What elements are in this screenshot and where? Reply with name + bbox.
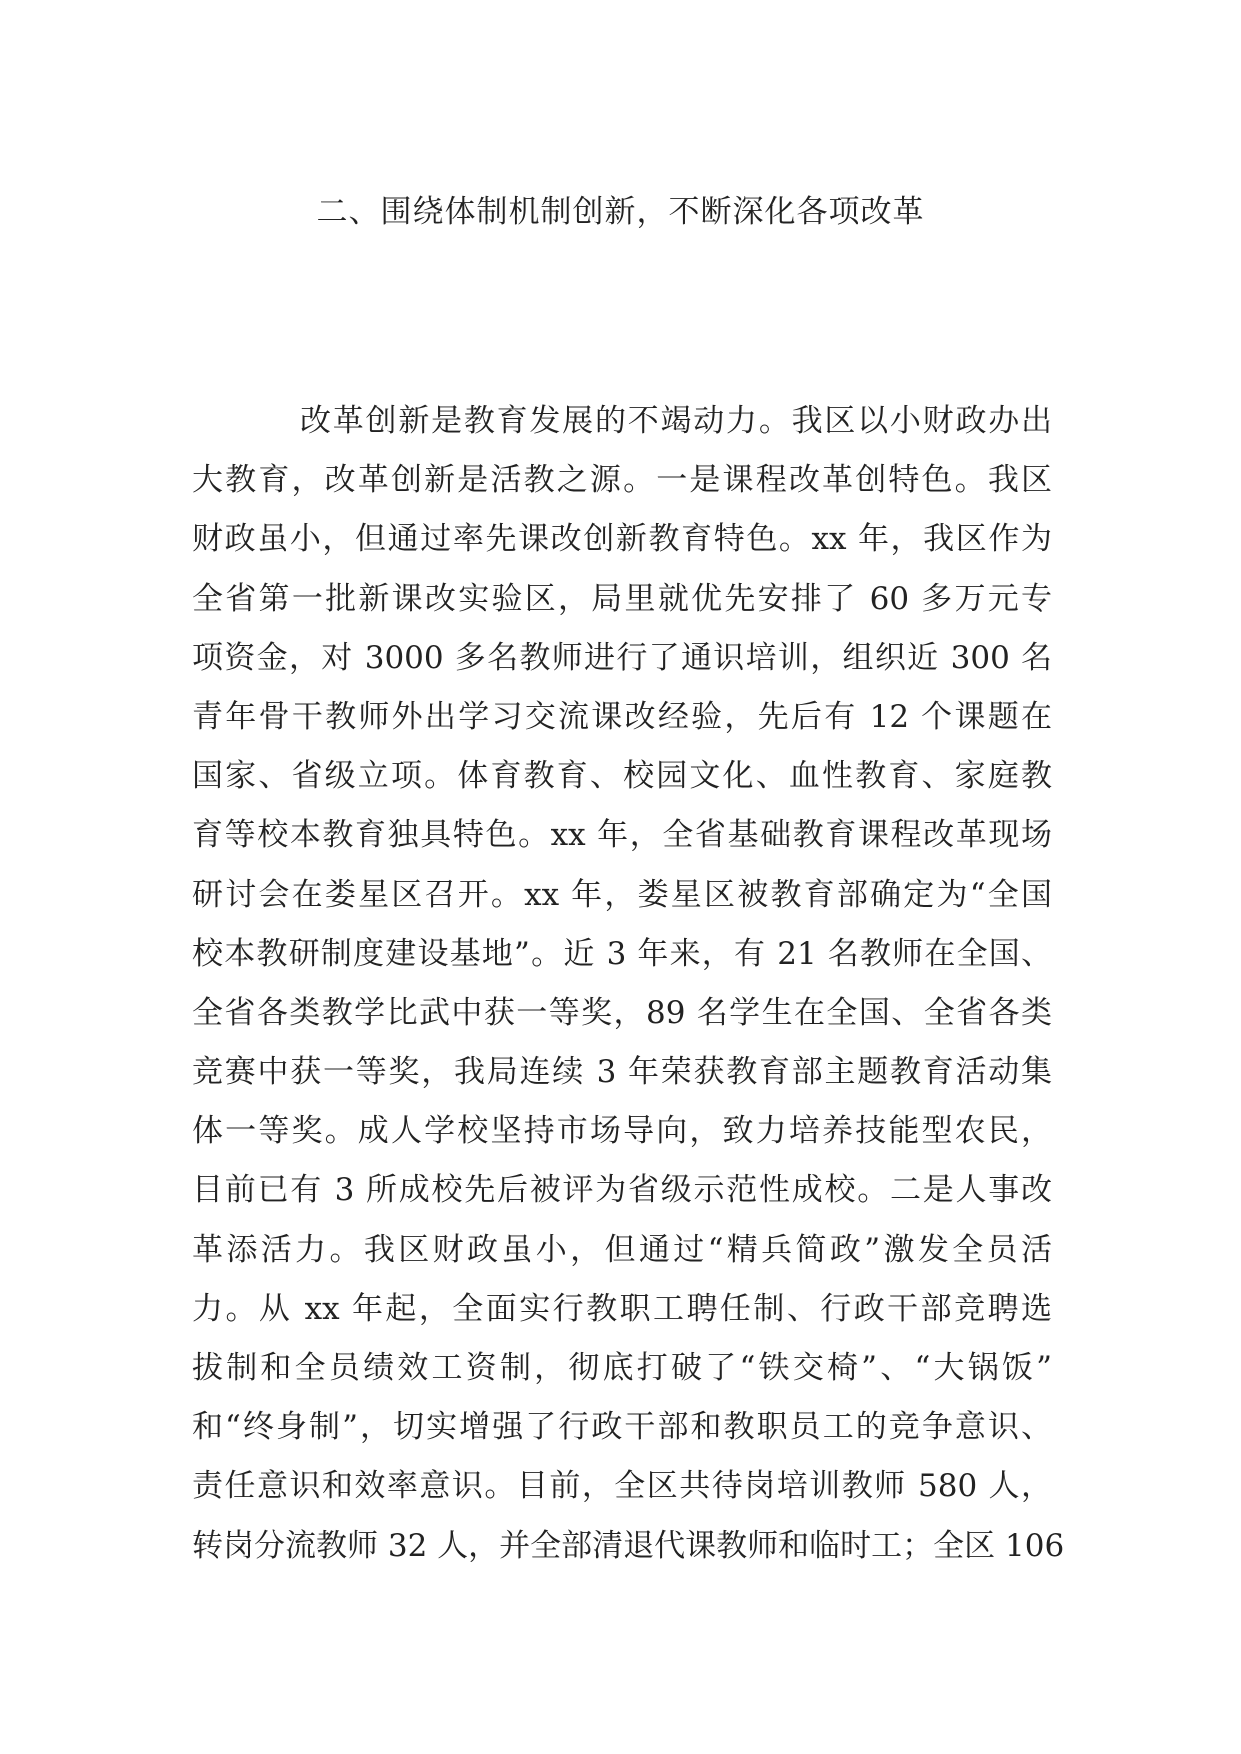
paragraph-line: 力。从 xx 年起，全面实行教职工聘任制、行政干部竞聘选 (192, 1290, 1052, 1327)
paragraph-line: 国家、省级立项。体育教育、校园文化、血性教育、家庭教 (192, 758, 1052, 795)
body-paragraph (192, 392, 1065, 1576)
paragraph-line: 育等校本教育独具特色。xx 年，全省基础教育课程改革现场 (192, 817, 1052, 854)
paragraph-line: 全省各类教学比武中获一等奖，89 名学生在全国、全省各类 (192, 994, 1052, 1031)
paragraph-line: 竞赛中获一等奖，我局连续 3 年荣获教育部主题教育活动集 (192, 1054, 1052, 1091)
paragraph-line: 校本教研制度建设基地”。近 3 年来，有 21 名教师在全国、 (192, 935, 1052, 972)
paragraph-line: 拔制和全员绩效工资制，彻底打破了“铁交椅”、“大锅饭” (192, 1350, 1052, 1386)
paragraph-line: 项资金，对 3000 多名教师进行了通识培训，组织近 300 名 (192, 639, 1052, 676)
paragraph-line: 革添活力。我区财政虽小，但通过“精兵简政”激发全员活 (192, 1231, 1052, 1268)
paragraph-line: 全省第一批新课改实验区，局里就优先安排了 60 多万元专 (192, 580, 1052, 617)
paragraph-line: 青年骨干教师外出学习交流课改经验，先后有 12 个课题在 (192, 698, 1052, 735)
paragraph-line: 和“终身制”，切实增强了行政干部和教职员工的竞争意识、 (192, 1409, 1052, 1446)
paragraph-line: 研讨会在娄星区召开。xx 年，娄星区被教育部确定为“全国 (192, 876, 1052, 913)
paragraph-line: 大教育，改革创新是活教之源。一是课程改革创特色。我区 (192, 462, 1052, 499)
paragraph-line: 目前已有 3 所成校先后被评为省级示范性成校。二是人事改 (192, 1172, 1052, 1209)
paragraph-line: 财政虽小，但通过率先课改创新教育特色。xx 年，我区作为 (192, 521, 1052, 558)
paragraph-line: 改革创新是教育发展的不竭动力。我区以小财政办出 (300, 403, 1052, 439)
section-heading: 二、围绕体制机制创新，不断深化各项改革 (316, 194, 925, 230)
paragraph-line: 责任意识和效率意识。目前，全区共待岗培训教师 580 人， (192, 1468, 1052, 1505)
paragraph-line: 转岗分流教师 32 人，并全部清退代课教师和临时工；全区 106 (192, 1527, 1065, 1564)
paragraph-line: 体一等奖。成人学校坚持市场导向，致力培养技能型农民， (192, 1113, 1052, 1150)
